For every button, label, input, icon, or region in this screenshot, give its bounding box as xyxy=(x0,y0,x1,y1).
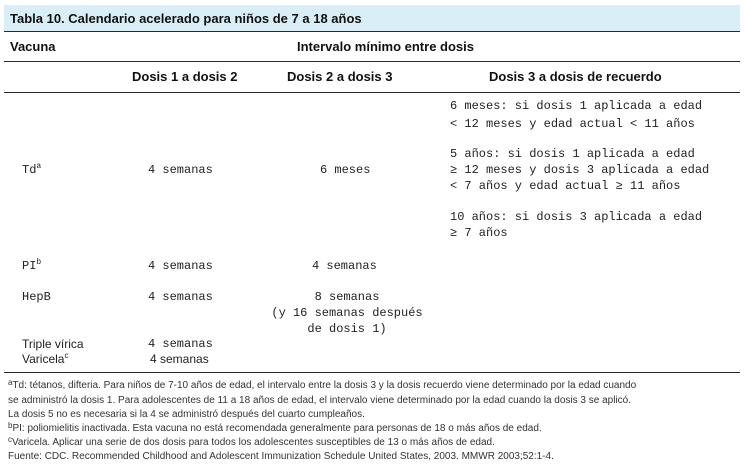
row-varicela-name: Varicela$^c$ xyxy=(22,351,69,366)
footnote-a-line1: $^a$Td: tétanos, difteria. Para niños de 7-10 años de edad, el intervalo entre la dosis 3 y la dosis recuerdo viene determinado por la edad cuando xyxy=(8,378,637,391)
header-intervalo: Intervalo mínimo entre dosis xyxy=(297,39,474,54)
row-varicela-col1: 4 semanas xyxy=(150,352,209,366)
row-pi-name: $PI^b$ xyxy=(22,258,42,273)
row-hepb-name: HepB xyxy=(22,290,51,304)
row-hepb-col2-line3: de dosis 1) xyxy=(307,322,387,336)
footnote-b: $^b$PI: poliomielitis inactivada. Esta vacuna no está recomendada generalmente para personas de 18 o más años de edad. xyxy=(8,421,542,434)
row-triple-col1: 4 semanas xyxy=(148,337,213,351)
row-td-col3-line6: 10 años: si dosis 3 aplicada a edad xyxy=(450,210,703,224)
header-col-dose1-2: Dosis 1 a dosis 2 xyxy=(132,69,238,84)
row-pi-col2: 4 semanas xyxy=(312,259,377,273)
row-td-col3-line1: 6 meses: si dosis 1 aplicada a edad xyxy=(450,99,703,113)
footnote-source: Fuente: CDC. Recommended Childhood and Adolescent Immunization Schedule United States, 2003. MMWR 2003;52:1-4. xyxy=(8,451,554,462)
row-td-col1: 4 semanas xyxy=(148,163,213,177)
footnote-a-line3: La dosis 5 no es necesaria si la 4 se administró después del cuarto cumpleaños. xyxy=(8,409,365,420)
row-td-col3-line7: ≥ 7 años xyxy=(450,226,508,240)
row-hepb-col1: 4 semanas xyxy=(148,290,213,304)
row-pi-col1: 4 semanas xyxy=(148,259,213,273)
subheader-divider xyxy=(4,92,740,93)
table-title: Tabla 10. Calendario acelerado para niños de 7 a 18 años xyxy=(10,11,362,26)
row-triple-name: Triple vírica xyxy=(22,337,84,351)
header-col-dose2-3: Dosis 2 a dosis 3 xyxy=(287,69,393,84)
table-title-bar xyxy=(4,5,740,32)
row-td-col3-line3: 5 años: si dosis 1 aplicada a edad xyxy=(450,147,695,161)
table-bottom-divider xyxy=(4,372,740,373)
footnote-c: $^c$Varicela. Aplicar una serie de dos dosis para todos los adolescentes susceptibles de 13 o más años de edad. xyxy=(8,435,495,448)
row-td-col3-line2: < 12 meses y edad actual < 11 años xyxy=(450,117,695,131)
footnote-a-line2: se administró la dosis 1. Para adolescentes de 11 a 18 años de edad, el intervalo viene determinado por la edad cuando la dosis 3 se aplicó. xyxy=(8,395,631,406)
row-hepb-col2-line1: 8 semanas xyxy=(314,290,380,304)
header-col-dose3-booster: Dosis 3 a dosis de recuerdo xyxy=(489,69,662,84)
row-td-name: Td$^a$ xyxy=(22,162,42,177)
header-divider xyxy=(4,61,740,62)
row-hepb-col2-line2: (y 16 semanas después xyxy=(271,306,423,320)
header-vacuna: Vacuna xyxy=(10,39,56,54)
row-td-col3-line4: ≥ 12 meses y dosis 3 aplicada a edad xyxy=(450,163,710,177)
row-td-col2: 6 meses xyxy=(320,163,371,177)
row-td-col3-line5: < 7 años y edad actual ≥ 11 años xyxy=(450,179,681,193)
